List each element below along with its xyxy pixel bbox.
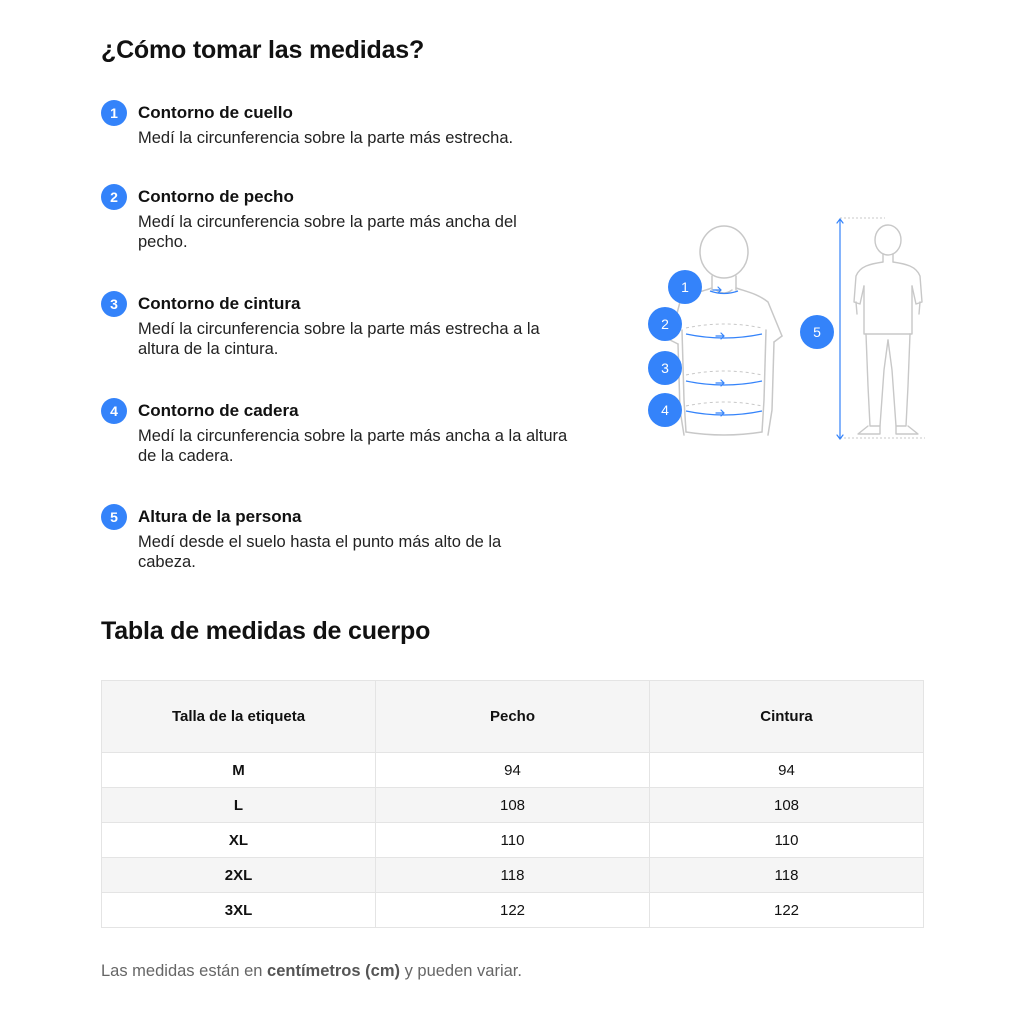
svg-text:5: 5 (813, 324, 821, 340)
size-cell: XL (102, 823, 376, 858)
step-title: Contorno de cuello (138, 103, 293, 122)
marker-5 (800, 315, 834, 349)
step-number-badge: 5 (101, 504, 127, 530)
step-description: Medí la circunferencia sobre la parte más estrecha. (138, 129, 514, 147)
step-title: Contorno de cintura (138, 294, 301, 313)
step-number-badge: 1 (101, 100, 127, 126)
column-header-size: Talla de la etiqueta (102, 681, 376, 753)
column-header-waist: Cintura (650, 681, 924, 753)
measurement-arrows (713, 287, 724, 416)
table-row (102, 753, 924, 788)
step-description: Medí la circunferencia sobre la parte más estrecha a la altura de la cintura. (138, 320, 540, 358)
measurement-lines (686, 291, 762, 415)
waist-cell: 108 (650, 788, 924, 823)
step-number-badge: 2 (101, 184, 127, 210)
svg-text:4: 4 (661, 402, 669, 418)
svg-text:2: 2 (661, 316, 669, 332)
step-title: Contorno de cadera (138, 401, 299, 420)
chest-cell: 118 (376, 858, 650, 893)
standing-figure-outline (854, 225, 922, 434)
chest-cell: 122 (376, 893, 650, 928)
chest-cell: 110 (376, 823, 650, 858)
marker-4 (648, 393, 682, 427)
waist-cell: 110 (650, 823, 924, 858)
table-row (102, 823, 924, 858)
column-header-chest: Pecho (376, 681, 650, 753)
step-number-badge: 3 (101, 291, 127, 317)
size-table-title: Tabla de medidas de cuerpo (101, 617, 431, 645)
footnote-prefix: Las medidas están en (101, 962, 268, 980)
table-row (102, 788, 924, 823)
waist-cell: 94 (650, 753, 924, 788)
size-cell: 2XL (102, 858, 376, 893)
size-cell: L (102, 788, 376, 823)
table-row (102, 893, 924, 928)
height-line (837, 219, 843, 439)
step-description: Medí la circunferencia sobre la parte más ancha del pecho. (138, 213, 517, 251)
step-title: Altura de la persona (138, 507, 302, 526)
table-header-row (102, 681, 924, 753)
page-title: ¿Cómo tomar las medidas? (101, 36, 425, 64)
chest-cell: 94 (376, 753, 650, 788)
step-title: Contorno de pecho (138, 187, 294, 206)
size-table (101, 680, 924, 928)
waist-cell: 118 (650, 858, 924, 893)
table-row (102, 858, 924, 893)
svg-text:3: 3 (661, 360, 669, 376)
chest-cell: 108 (376, 788, 650, 823)
step-description: Medí desde el suelo hasta el punto más alto de la cabeza. (138, 533, 502, 571)
front-figure-outline (670, 226, 782, 435)
marker-1 (668, 270, 702, 304)
footnote-suffix: y pueden variar. (399, 962, 522, 980)
svg-text:1: 1 (681, 279, 689, 295)
footnote-emphasis: centímetros (cm) (267, 962, 400, 980)
waist-cell: 122 (650, 893, 924, 928)
marker-2 (648, 307, 682, 341)
step-number-badge: 4 (101, 398, 127, 424)
marker-3 (648, 351, 682, 385)
step-description: Medí la circunferencia sobre la parte más ancha a la altura de la cadera. (138, 427, 568, 465)
units-footnote (101, 962, 522, 981)
size-cell: M (102, 753, 376, 788)
size-cell: 3XL (102, 893, 376, 928)
body-measurement-illustration (640, 210, 940, 450)
